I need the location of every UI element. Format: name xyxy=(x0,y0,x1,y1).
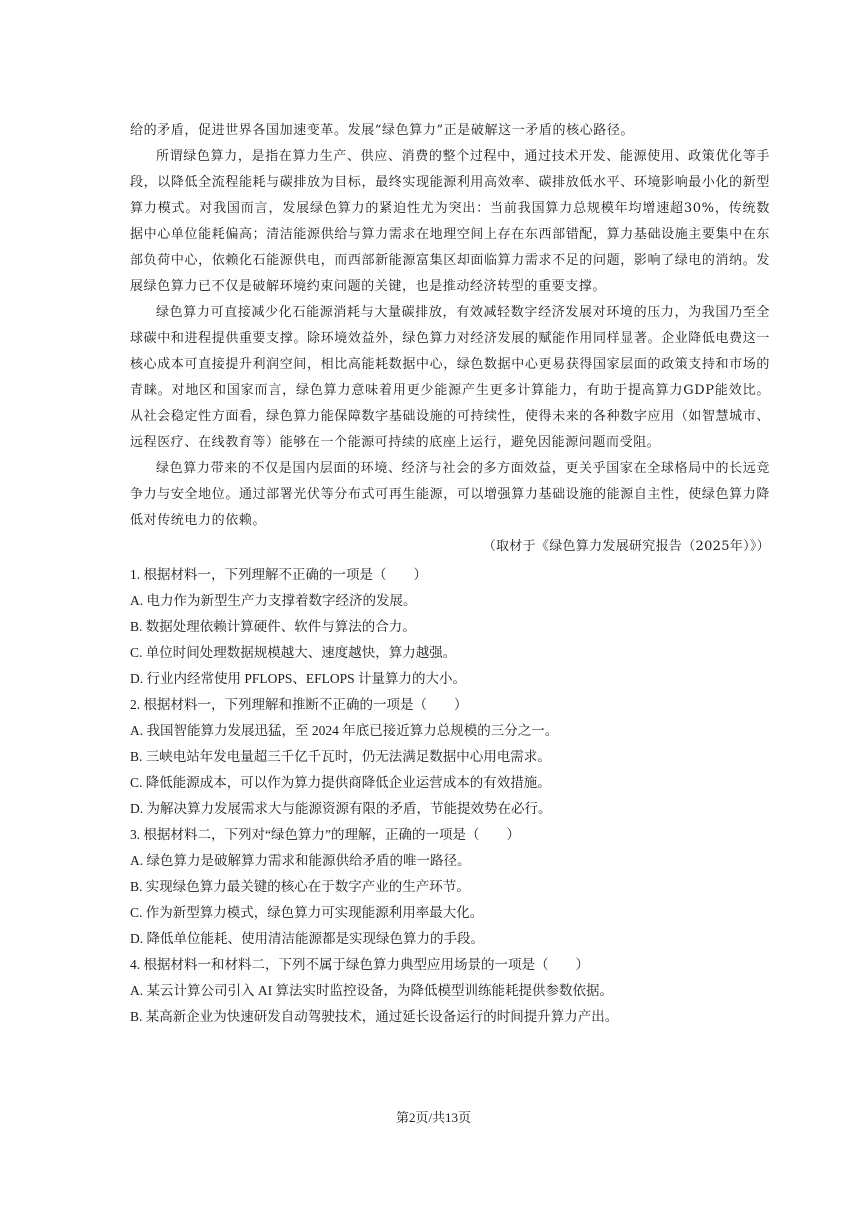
option-b: B. 某高新企业为快速研发自动驾驶技术，通过延长设备运行的时间提升算力产出。 xyxy=(130,1009,619,1024)
passage-source: （取材于《绿色算力发展研究报告（2025年）》） xyxy=(482,539,770,554)
question-4 xyxy=(130,952,770,1030)
option-a: A. 我国智能算力发展迅猛，至 2024 年底已接近算力总规模的三分之一。 xyxy=(130,723,559,738)
question-stem: 3. 根据材料二，下列对“绿色算力”的理解，正确的一项是（ ） xyxy=(130,827,520,842)
passage-paragraph-1: 给的矛盾，促进世界各国加速变革。发展“绿色算力”正是破解这一矛盾的核心路径。 xyxy=(130,123,635,138)
option-c: C. 作为新型算力模式，绿色算力可实现能源利用率最大化。 xyxy=(130,905,484,920)
option-b: B. 数据处理依赖计算硬件、软件与算法的合力。 xyxy=(130,619,416,634)
option-c: C. 单位时间处理数据规模越大、速度越快，算力越强。 xyxy=(130,645,457,660)
passage-paragraph-3: 绿色算力可直接减少化石能源消耗与大量碳排放，有效减轻数字经济发展对环境的压力，为我国乃至全球碳中和进程提供重要支撑。除环境效益外，绿色算力对经济发展的赋能作用同样显著。企业降低电费这一核心成本可直接提升利润空间，相比高能耗数据中心，绿色数据中心更易获得国家层面的政策支持和市场的青睐。对地区和国家而言，绿色算力意味着用更少能源产生更多计算能力，有助于提高算力GDP能效比。从社会稳定性方面看，绿色算力能保障数字基础设施的可持续性，使得未来的各种数字应用（如智慧城市、远程医疗、在线教育等）能够在一个能源可持续的底座上运行，避免因能源问题而受阻。 xyxy=(130,305,770,450)
option-d: D. 行业内经常使用 PFLOPS、EFLOPS 计量算力的大小。 xyxy=(130,671,467,686)
question-2 xyxy=(130,692,770,822)
option-c: C. 降低能源成本，可以作为算力提供商降低企业运营成本的有效措施。 xyxy=(130,775,551,790)
document-page xyxy=(130,118,770,1030)
option-d: D. 降低单位能耗、使用清洁能源都是实现绿色算力的手段。 xyxy=(130,931,484,946)
question-stem: 4. 根据材料一和材料二，下列不属于绿色算力典型应用场景的一项是（ ） xyxy=(130,957,589,972)
question-stem: 2. 根据材料一，下列理解和推断不正确的一项是（ ） xyxy=(130,697,468,712)
question-3 xyxy=(130,822,770,952)
option-a: A. 绿色算力是破解算力需求和能源供给矛盾的唯一路径。 xyxy=(130,853,471,868)
option-a: A. 某云计算公司引入 AI 算法实时监控设备，为降低模型训练能耗提供参数依据。 xyxy=(130,983,613,998)
question-list xyxy=(130,562,770,1030)
question-1 xyxy=(130,562,770,692)
option-b: B. 三峡电站年发电量超三千亿千瓦时，仍无法满足数据中心用电需求。 xyxy=(130,749,551,764)
passage-paragraph-2: 所谓绿色算力，是指在算力生产、供应、消费的整个过程中，通过技术开发、能源使用、政策优化等手段，以降低全流程能耗与碳排放为目标，最终实现能源利用高效率、碳排放低水平、环境影响最小化的新型算力模式。对我国而言，发展绿色算力的紧迫性尤为突出：当前我国算力总规模年均增速超30%，传统数据中心单位能耗偏高；清洁能源供给与算力需求在地理空间上存在东西部错配，算力基础设施主要集中在东部负荷中心，依赖化石能源供电，而西部新能源富集区却面临算力需求不足的问题，影响了绿电的消纳。发展绿色算力已不仅是破解环境约束问题的关键，也是推动经济转型的重要支撑。 xyxy=(130,149,770,294)
option-a: A. 电力作为新型生产力支撑着数字经济的发展。 xyxy=(130,593,417,608)
option-d: D. 为解决算力发展需求大与能源资源有限的矛盾，节能提效势在必行。 xyxy=(130,801,552,816)
question-stem: 1. 根据材料一，下列理解不正确的一项是（ ） xyxy=(130,567,427,582)
page-number: 第2页/共13页 xyxy=(395,1110,472,1125)
passage-paragraph-4: 绿色算力带来的不仅是国内层面的环境、经济与社会的多方面效益，更关乎国家在全球格局中的长远竞争力与安全地位。通过部署光伏等分布式可再生能源，可以增强算力基础设施的能源自主性，使绿色算力降低对传统电力的依赖。 xyxy=(130,461,770,528)
option-b: B. 实现绿色算力最关键的核心在于数字产业的生产环节。 xyxy=(130,879,470,894)
